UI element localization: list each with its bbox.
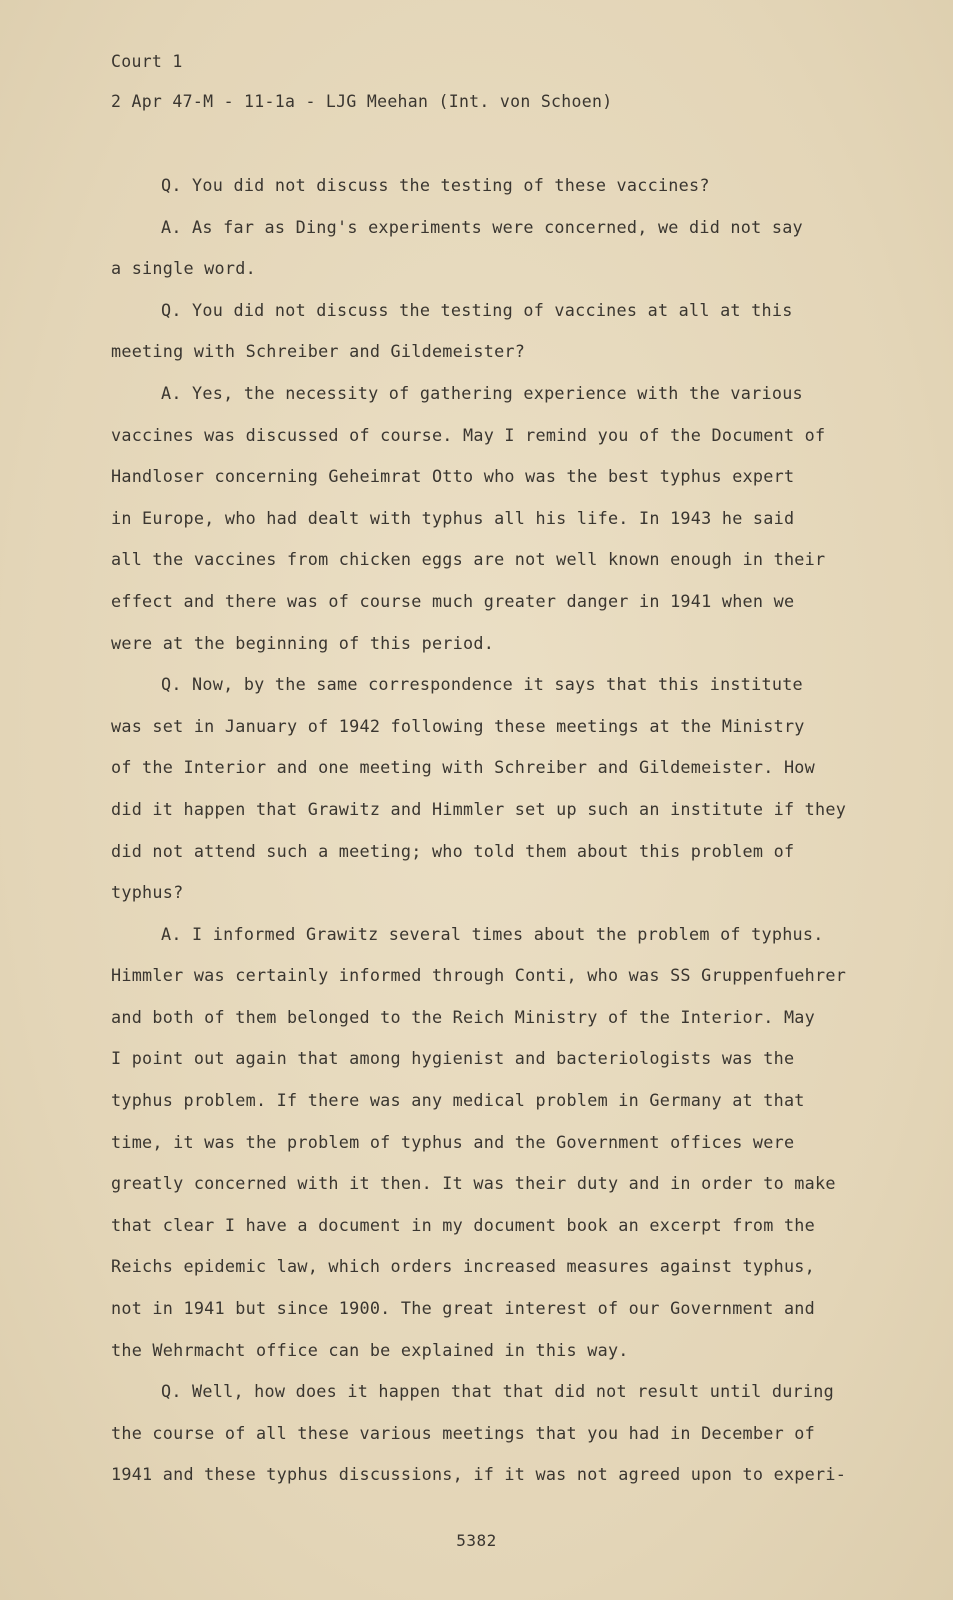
transcript-line: was set in January of 1942 following these meetings at the Ministry	[111, 715, 805, 736]
transcript-line: A. As far as Ding's experiments were concerned, we did not say	[161, 216, 803, 237]
transcript-line: Q. You did not discuss the testing of vaccines at all at this	[161, 299, 793, 320]
transcript-line: typhus problem. If there was any medical problem in Germany at that	[111, 1090, 805, 1111]
transcript-line: 1941 and these typhus discussions, if it was not agreed upon to experi-	[111, 1464, 847, 1485]
transcript-line: not in 1941 but since 1900. The great interest of our Government and	[111, 1298, 816, 1319]
transcript-line: greatly concerned with it then. It was their duty and in order to make	[111, 1173, 836, 1194]
transcript-line: the Wehrmacht office can be explained in this way.	[111, 1339, 629, 1360]
transcript-line: Q. Now, by the same correspondence it says that this institute	[161, 674, 803, 695]
transcript-line: of the Interior and one meeting with Schreiber and Gildemeister. How	[111, 757, 816, 778]
transcript-line: A. Yes, the necessity of gathering experience with the various	[161, 382, 803, 403]
transcript-line: time, it was the problem of typhus and the Government offices were	[111, 1131, 795, 1152]
transcript-line: the course of all these various meetings that you had in December of	[111, 1422, 816, 1443]
transcript-line: Q. You did not discuss the testing of these vaccines?	[161, 175, 710, 195]
session-line: 2 Apr 47-M - 11-1a - LJG Meehan (Int. von Schoen)	[111, 92, 613, 111]
transcript-line: did not attend such a meeting; who told them about this problem of	[111, 840, 795, 861]
transcript-line: A. I informed Grawitz several times about the problem of typhus.	[161, 923, 824, 944]
transcript-line: that clear I have a document in my document book an excerpt from the	[111, 1214, 816, 1235]
transcript-line: Reichs epidemic law, which orders increased measures against typhus,	[111, 1256, 816, 1277]
transcript-line: all the vaccines from chicken eggs are not well known enough in their	[111, 549, 826, 570]
transcript-line: a single word.	[111, 258, 256, 279]
transcript-line: effect and there was of course much greater danger in 1941 when we	[111, 590, 795, 611]
transcript-line: Q. Well, how does it happen that that did not result until during	[161, 1381, 834, 1402]
transcript-line: in Europe, who had dealt with typhus all his life. In 1943 he said	[111, 507, 795, 528]
transcript-line: Himmler was certainly informed through Conti, who was SS Gruppenfuehrer	[111, 965, 847, 986]
transcript-line: and both of them belonged to the Reich Ministry of the Interior. May	[111, 1006, 816, 1027]
transcript-line: typhus?	[111, 882, 184, 903]
transcript-line: I point out again that among hygienist and bacteriologists was the	[111, 1048, 795, 1069]
court-label: Court 1	[111, 52, 183, 71]
transcript-line: were at the beginning of this period.	[111, 632, 495, 653]
page-number: 5382	[456, 1531, 497, 1550]
transcript-body	[111, 174, 851, 1505]
transcript-line: Handloser concerning Geheimrat Otto who was the best typhus expert	[111, 466, 795, 487]
transcript-line: meeting with Schreiber and Gildemeister?	[111, 341, 526, 362]
transcript-line: vaccines was discussed of course. May I remind you of the Document of	[111, 424, 826, 445]
transcript-line: did it happen that Grawitz and Himmler set up such an institute if they	[111, 798, 847, 819]
